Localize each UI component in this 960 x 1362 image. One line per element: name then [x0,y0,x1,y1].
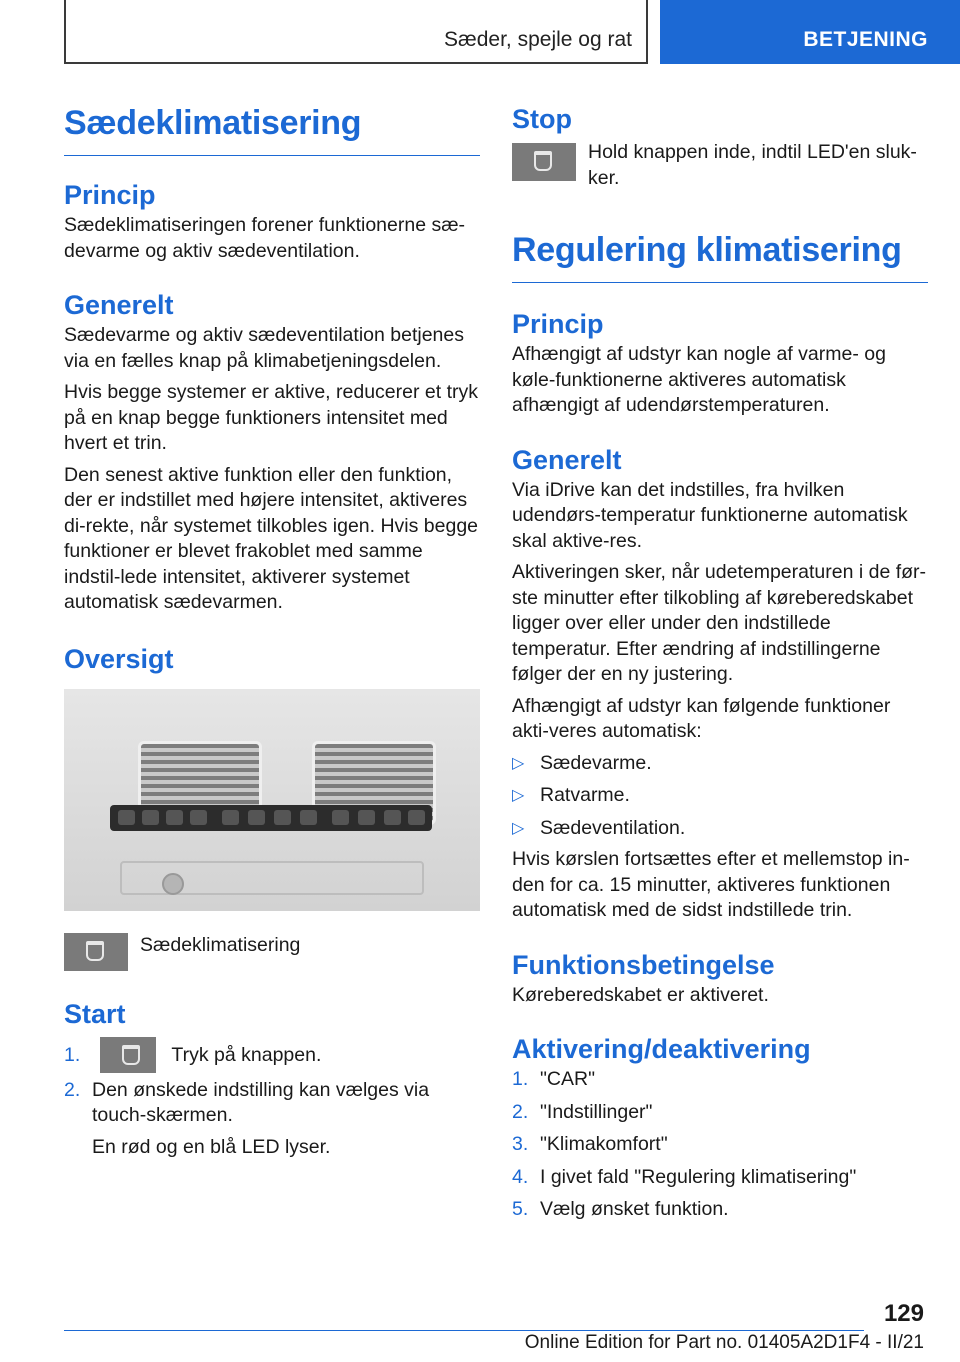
list-number: 2. [512,1100,529,1123]
generelt-paragraph: Sædevarme og aktiv sædeventilation betjenes via en fælles knap på klimabetjeningsdelen. [64,324,464,372]
list-item [512,1132,928,1158]
bullet-list [512,751,928,842]
stop-heading: Stop [512,104,572,134]
photo-caption: Sædeklimatisering [140,933,301,956]
page-header [0,0,960,66]
section-tab[interactable] [660,0,960,64]
start-list [64,1036,480,1129]
section-tab-label: BETJENING [803,28,928,51]
generelt-paragraph: Via iDrive kan det indstilles, fra hvilken udendørs-temperatur funktionerne automatisk skal aktive-res. [512,478,908,552]
list-item [512,1100,928,1126]
seat-climate-icon[interactable] [100,1037,156,1073]
generelt-paragraph: Hvis kørslen fortsættes efter et mellemstop in-den for ca. 15 minutter, aktiveres funktionen automatisk med de sidst indstillede trin. [512,848,910,921]
list-number: 1. [64,1043,81,1066]
list-text: Sædevarme. [540,751,652,774]
start-heading: Start [64,998,126,1029]
list-text: Vælg ønsket funktion. [540,1198,729,1220]
seat-climate-icon [64,933,128,971]
list-text: Den ønskede indstilling kan vælges via touch-skærmen. [92,1078,430,1126]
seat-climate-icon [512,143,576,181]
list-text: Tryk på knappen. [171,1043,322,1066]
list-text: "CAR" [540,1068,596,1090]
list-item [64,1036,480,1074]
stop-text: Hold knappen inde, indtil LED'en sluk-ker. [588,141,917,189]
list-text: "Klimakomfort" [540,1133,668,1155]
oversigt-heading: Oversigt [64,643,174,674]
list-item [512,1165,928,1191]
climate-button-panel [110,805,432,831]
section-title: Sædeklimatisering [64,104,480,156]
right-column [512,100,928,1223]
volume-knob [162,873,184,895]
generelt-heading: Generelt [512,444,622,475]
start-note: En rød og en blå LED lyser. [92,1135,331,1158]
list-text: Ratvarme. [540,784,630,806]
left-column [64,100,480,1160]
list-item [512,816,928,842]
princip-heading: Princip [512,309,604,339]
stop-row [512,143,928,191]
triangle-right-icon: ▷ [512,754,525,772]
funktionsbetingelse-text: Køreberedskabet er aktiveret. [512,983,769,1006]
list-number: 5. [512,1198,529,1220]
aktivering-heading: Aktivering/deaktivering [512,1034,811,1064]
list-number: 1. [512,1068,529,1090]
aktivering-list [512,1067,928,1223]
footer-divider [64,1330,864,1331]
triangle-right-icon: ▷ [512,819,525,837]
list-number: 3. [512,1133,529,1155]
caption-row [64,933,480,971]
generelt-paragraph: Hvis begge systemer er aktive, reducerer et tryk på en knap begge funktioners intensitet med hvert et trin. [64,381,478,454]
list-item [512,751,928,777]
list-text: I givet fald "Regulering klimatisering" [540,1165,857,1188]
generelt-paragraph: Afhængigt af udstyr kan følgende funktioner akti-veres automatisk: [512,694,891,742]
list-item [64,1078,480,1129]
triangle-right-icon: ▷ [512,787,525,804]
climate-panel-photo [64,689,480,911]
princip-text: Sædeklimatiseringen forener funktionerne sæ-devarme og aktiv sædeventilation. [64,214,466,262]
funktionsbetingelse-heading: Funktionsbetingelse [512,949,775,980]
page-number: 129 [883,1300,924,1327]
section-title: Regulering klimatisering [512,231,928,283]
list-item [512,1197,928,1223]
list-number: 2. [64,1078,81,1101]
generelt-heading: Generelt [64,290,174,320]
chapter-title: Sæder, spejle og rat [444,28,632,51]
princip-text: Afhængigt af udstyr kan nogle af varme- og køle-funktionerne aktiveres automatisk afhængigt af udendørstemperaturen. [512,343,886,416]
generelt-paragraph: Den senest aktive funktion eller den funktion, der er indstillet med højere intensitet, aktiveres di-rekte, når systemet tilkobles igen. Hvis begge funktioner er blevet frakoblet med samme indstil-lede intensitet, aktiverer systemet automatisk sædevarmen. [64,463,479,613]
list-item [512,1067,928,1093]
list-text: Sædeventilation. [540,816,686,839]
princip-heading: Princip [64,180,156,210]
chapter-header-box [64,0,648,64]
generelt-paragraph: Aktiveringen sker, når udetemperaturen i de før-ste minutter efter tilkobling af køreberedskabet ligger over eller under den indstillede temperatur. Efter ændring af indstillingerne følger der en ny justering. [512,561,927,685]
list-text: "Indstillinger" [540,1100,653,1123]
footer-edition: Online Edition for Part no. 01405A2D1F4 - II/21 [524,1332,924,1353]
list-item [512,783,928,809]
list-number: 4. [512,1165,529,1188]
